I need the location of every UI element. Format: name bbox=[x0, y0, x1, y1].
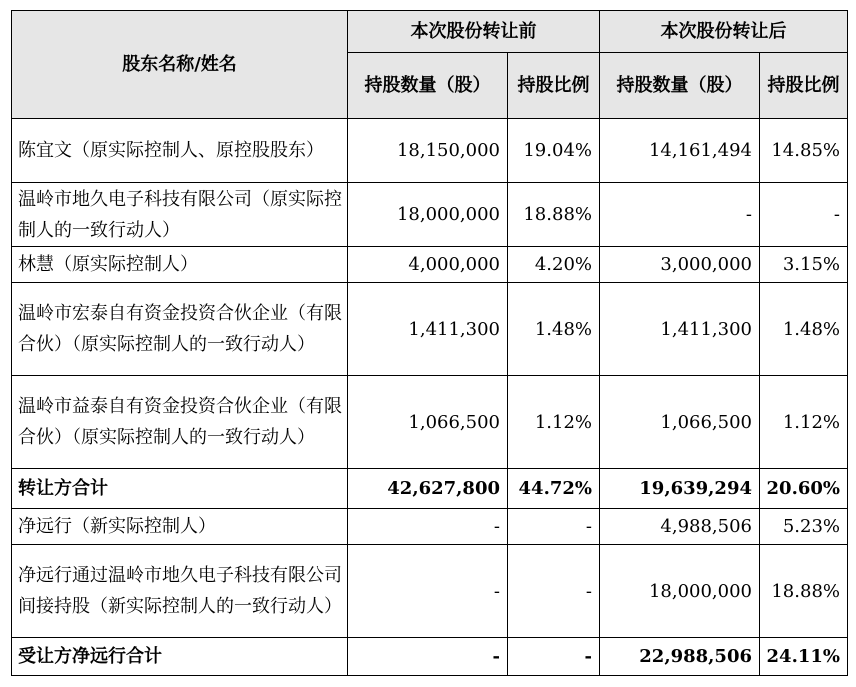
table-row bbox=[12, 247, 848, 283]
header-before-shares: 持股数量（股） bbox=[348, 53, 508, 119]
after-ratio: 20.60% bbox=[760, 469, 848, 509]
before-ratio: - bbox=[508, 545, 600, 638]
before-ratio: 19.04% bbox=[508, 119, 600, 183]
after-shares: 1,066,500 bbox=[600, 376, 760, 469]
table-body bbox=[12, 119, 848, 676]
after-shares: 22,988,506 bbox=[600, 638, 760, 676]
table-row bbox=[12, 469, 848, 509]
table-row bbox=[12, 119, 848, 183]
before-ratio: 1.48% bbox=[508, 283, 600, 376]
after-ratio: - bbox=[760, 183, 848, 247]
before-shares: 18,150,000 bbox=[348, 119, 508, 183]
after-shares: 19,639,294 bbox=[600, 469, 760, 509]
header-after-shares: 持股数量（股） bbox=[600, 53, 760, 119]
table-row bbox=[12, 283, 848, 376]
before-shares: - bbox=[348, 638, 508, 676]
table-row bbox=[12, 183, 848, 247]
before-ratio: 4.20% bbox=[508, 247, 600, 283]
after-ratio: 1.12% bbox=[760, 376, 848, 469]
before-ratio: - bbox=[508, 638, 600, 676]
header-after-group: 本次股份转让后 bbox=[600, 11, 848, 53]
row-name: 温岭市宏泰自有资金投资合伙企业（有限合伙）（原实际控制人的一致行动人） bbox=[12, 283, 348, 376]
row-name: 净远行（新实际控制人） bbox=[12, 509, 348, 545]
row-name: 温岭市地久电子科技有限公司（原实际控制人的一致行动人） bbox=[12, 183, 348, 247]
after-ratio: 3.15% bbox=[760, 247, 848, 283]
after-shares: 4,988,506 bbox=[600, 509, 760, 545]
before-shares: 18,000,000 bbox=[348, 183, 508, 247]
before-shares: - bbox=[348, 509, 508, 545]
table-row bbox=[12, 545, 848, 638]
header-before-group: 本次股份转让前 bbox=[348, 11, 600, 53]
after-ratio: 5.23% bbox=[760, 509, 848, 545]
shareholding-table bbox=[11, 10, 848, 676]
before-ratio: 1.12% bbox=[508, 376, 600, 469]
before-shares: 4,000,000 bbox=[348, 247, 508, 283]
after-shares: 3,000,000 bbox=[600, 247, 760, 283]
after-shares: 1,411,300 bbox=[600, 283, 760, 376]
before-shares: - bbox=[348, 545, 508, 638]
row-name: 转让方合计 bbox=[12, 469, 348, 509]
after-shares: - bbox=[600, 183, 760, 247]
after-ratio: 24.11% bbox=[760, 638, 848, 676]
table-row bbox=[12, 638, 848, 676]
header-before-ratio: 持股比例 bbox=[508, 53, 600, 119]
after-ratio: 14.85% bbox=[760, 119, 848, 183]
table-row bbox=[12, 376, 848, 469]
before-ratio: - bbox=[508, 509, 600, 545]
header-name: 股东名称/姓名 bbox=[12, 11, 348, 119]
before-shares: 42,627,800 bbox=[348, 469, 508, 509]
after-ratio: 18.88% bbox=[760, 545, 848, 638]
table-row bbox=[12, 509, 848, 545]
after-shares: 18,000,000 bbox=[600, 545, 760, 638]
before-shares: 1,411,300 bbox=[348, 283, 508, 376]
row-name: 林慧（原实际控制人） bbox=[12, 247, 348, 283]
before-ratio: 44.72% bbox=[508, 469, 600, 509]
header-after-ratio: 持股比例 bbox=[760, 53, 848, 119]
row-name: 受让方净远行合计 bbox=[12, 638, 348, 676]
row-name: 陈宜文（原实际控制人、原控股股东） bbox=[12, 119, 348, 183]
after-ratio: 1.48% bbox=[760, 283, 848, 376]
row-name: 温岭市益泰自有资金投资合伙企业（有限合伙）（原实际控制人的一致行动人） bbox=[12, 376, 348, 469]
after-shares: 14,161,494 bbox=[600, 119, 760, 183]
before-shares: 1,066,500 bbox=[348, 376, 508, 469]
before-ratio: 18.88% bbox=[508, 183, 600, 247]
row-name: 净远行通过温岭市地久电子科技有限公司间接持股（新实际控制人的一致行动人） bbox=[12, 545, 348, 638]
